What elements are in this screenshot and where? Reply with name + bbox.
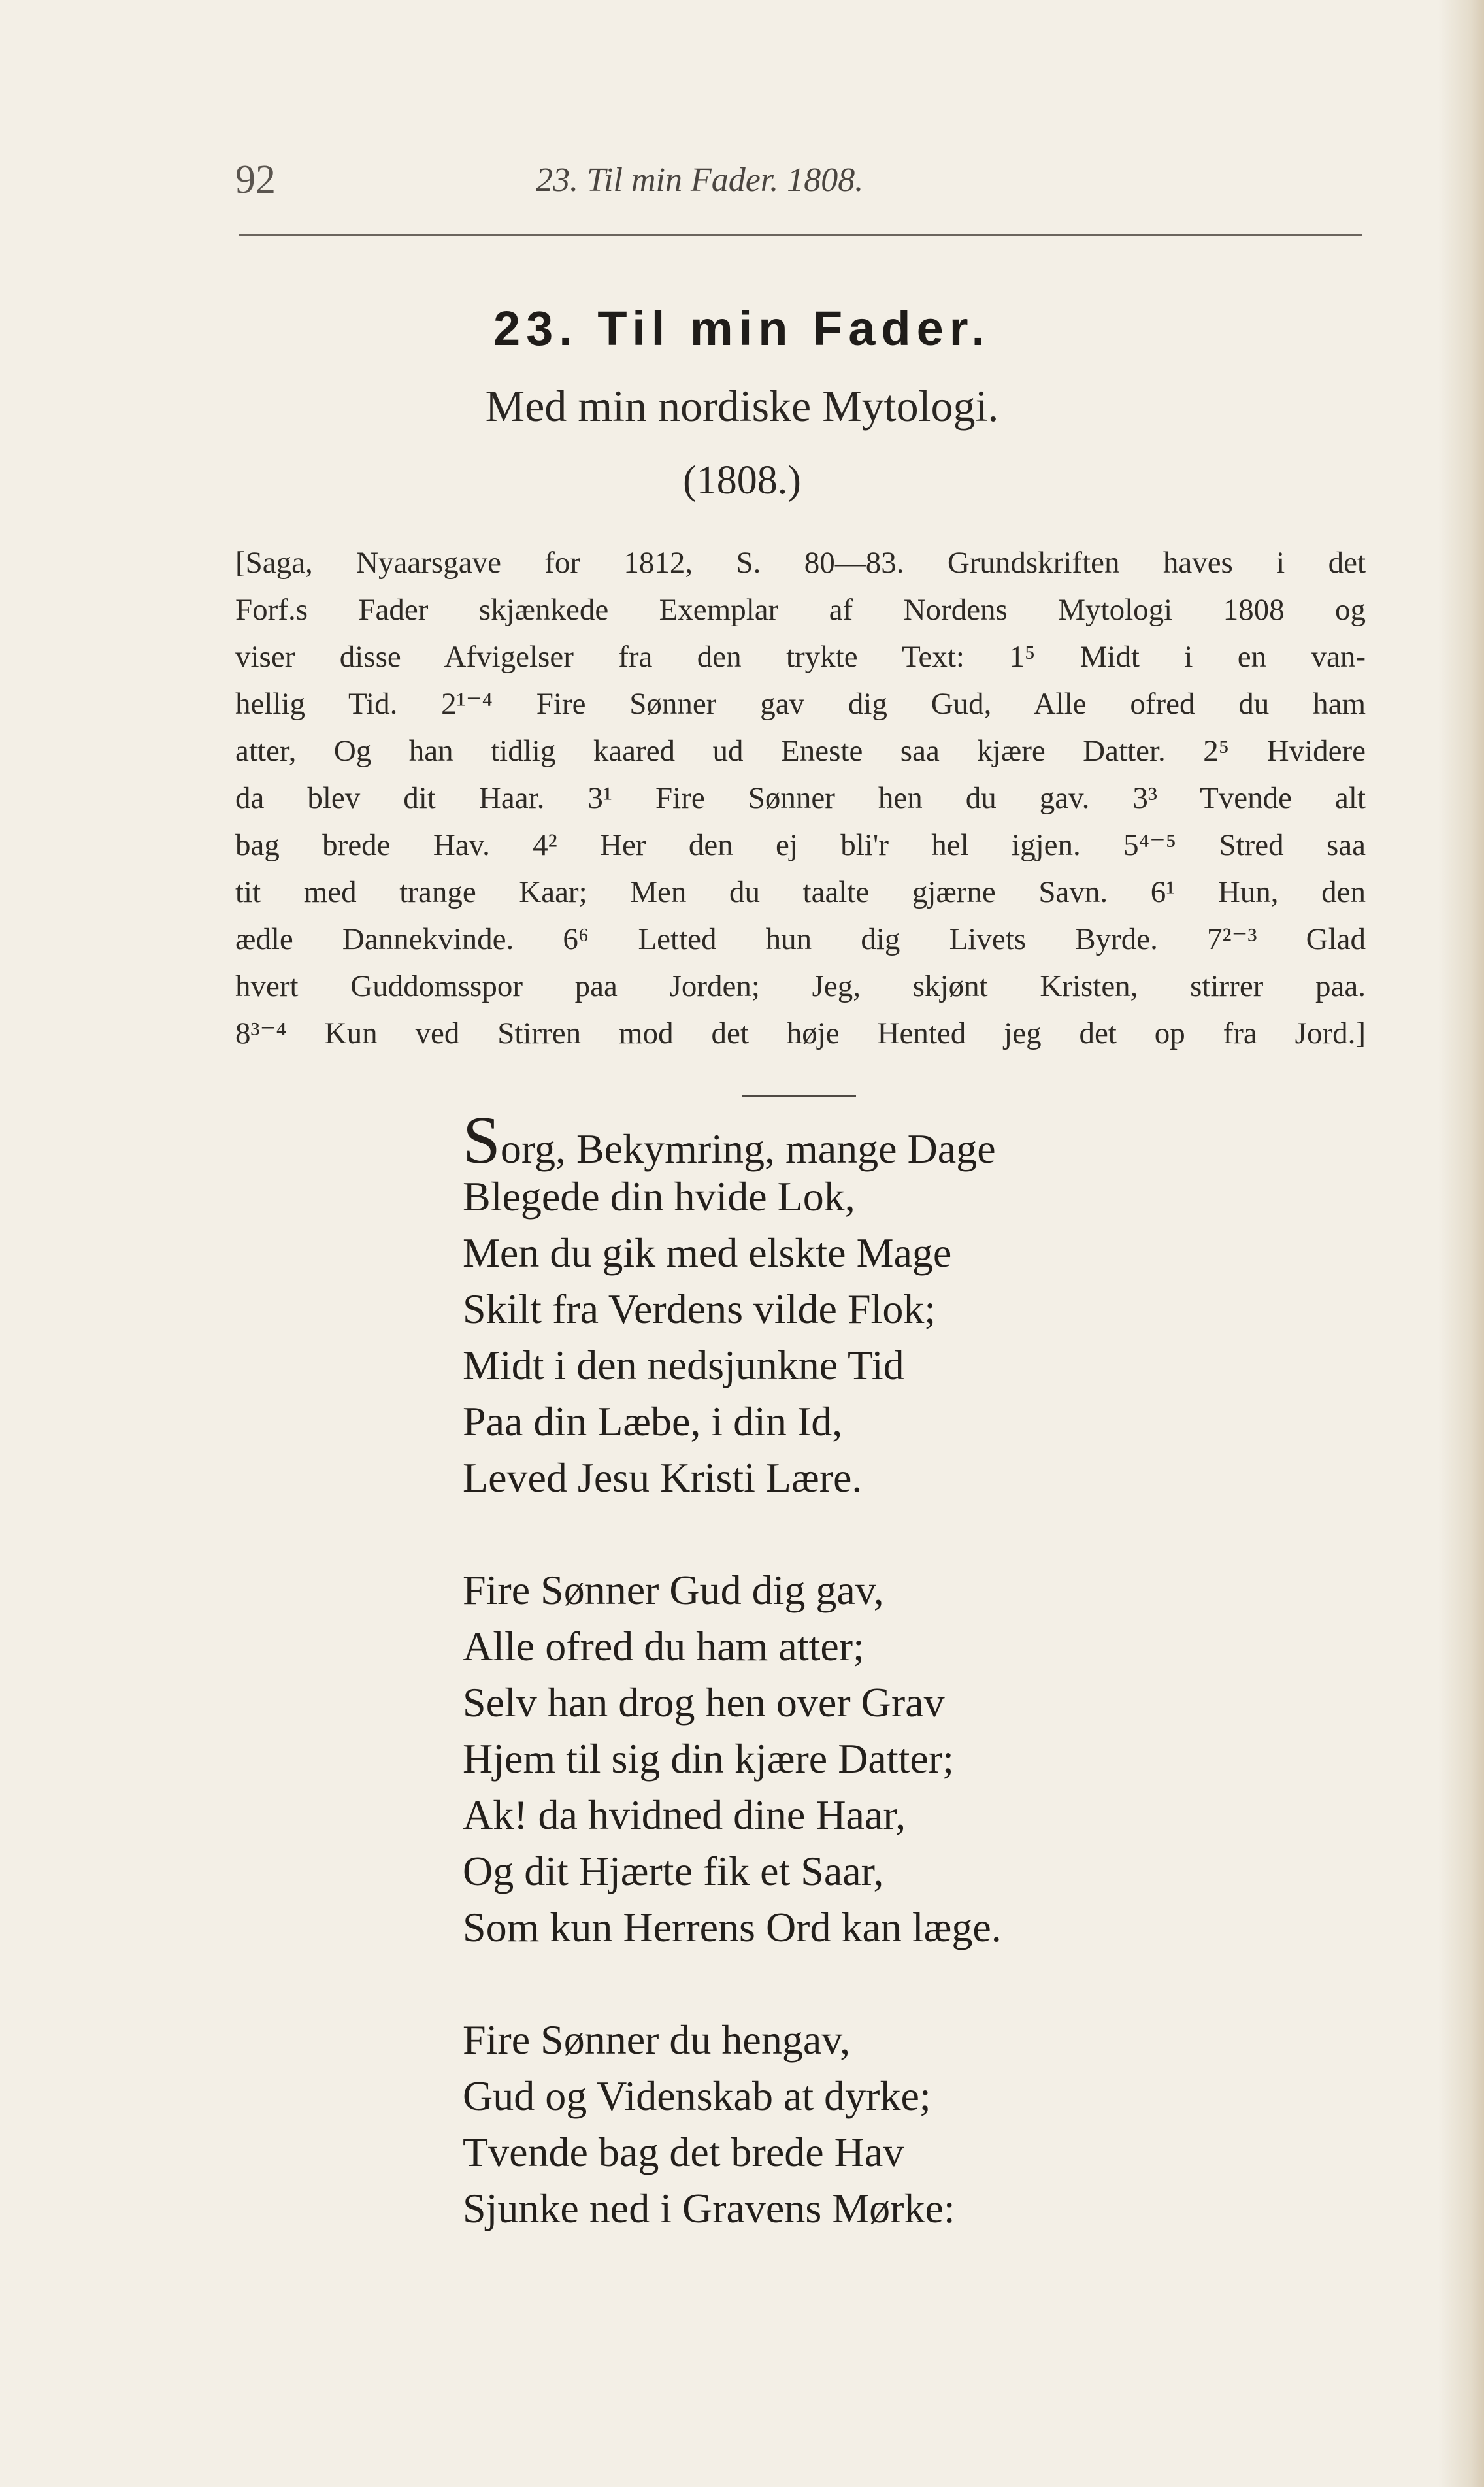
verse-line: Skilt fra Verdens vilde Flok; — [463, 1286, 936, 1332]
poem-year: (1808.) — [683, 458, 801, 503]
verse-line: Og dit Hjærte fik et Saar, — [463, 1848, 884, 1894]
poem-body — [463, 1103, 1345, 2293]
verse-text: org, Bekymring, mange Dage — [500, 1126, 996, 1172]
page-number: 92 — [235, 158, 276, 202]
header-rule — [239, 234, 1362, 236]
note-line: [Saga, Nyaarsgave for 1812, S. 80—83. Grundskriften haves i det — [235, 546, 1366, 580]
note-line: hellig Tid. 2¹⁻⁴ Fire Sønner gav dig Gud, Alle ofred du ham — [235, 687, 1366, 721]
note-line: bag brede Hav. 4² Her den ej bli'r hel igjen. 5⁴⁻⁵ Stred saa — [235, 828, 1366, 862]
note-line: viser disse Afvigelser fra den trykte Text: 1⁵ Midt i en van- — [235, 640, 1366, 674]
note-line: da blev dit Haar. 3¹ Fire Sønner hen du gav. 3³ Tvende alt — [235, 781, 1366, 815]
verse-line: Fire Sønner Gud dig gav, — [463, 1567, 884, 1613]
verse-line: Hjem til sig din kjære Datter; — [463, 1735, 954, 1782]
stanza-3 — [463, 2012, 1345, 2237]
stanza-2 — [463, 1562, 1345, 1956]
verse-line: Alle ofred du ham atter; — [463, 1623, 865, 1669]
page-edge-shadow — [1438, 0, 1484, 2487]
stanza-1 — [463, 1103, 1345, 1506]
note-line: atter, Og han tidlig kaared ud Eneste saa kjære Datter. 2⁵ Hvidere — [235, 734, 1366, 768]
verse-line: Som kun Herrens Ord kan læge. — [463, 1904, 1002, 1950]
verse-line: Blegede din hvide Lok, — [463, 1173, 855, 1220]
note-line: ædle Dannekvinde. 6⁶ Letted hun dig Livets Byrde. 7²⁻³ Glad — [235, 922, 1366, 956]
verse-line: Leved Jesu Kristi Lære. — [463, 1454, 863, 1501]
note-line: tit med trange Kaar; Men du taalte gjærne Savn. 6¹ Hun, den — [235, 875, 1366, 909]
section-divider — [742, 1095, 856, 1097]
verse-line: Men du gik med elskte Mage — [463, 1229, 952, 1276]
editorial-note — [235, 539, 1366, 1057]
verse-line: Midt i den nedsjunkne Tid — [463, 1342, 904, 1388]
note-line: Forf.s Fader skjænkede Exemplar af Nordens Mytologi 1808 og — [235, 593, 1366, 627]
note-line: hvert Guddomsspor paa Jorden; Jeg, skjønt Kristen, stirrer paa. — [235, 969, 1366, 1003]
poem-subtitle: Med min nordiske Mytologi. — [485, 381, 999, 431]
verse-line: Gud og Videnskab at dyrke; — [463, 2073, 931, 2119]
note-line: 8³⁻⁴ Kun ved Stirren mod det høje Hented jeg det op fra Jord.] — [235, 1016, 1366, 1050]
verse-line: Fire Sønner du hengav, — [463, 2016, 851, 2063]
verse-line — [463, 1103, 1345, 1178]
verse-line: Paa din Læbe, i din Id, — [463, 1398, 843, 1444]
verse-line: Ak! da hvidned dine Haar, — [463, 1792, 906, 1838]
poem-title: 23. Til min Fader. — [493, 301, 991, 356]
verse-line: Tvende bag det brede Hav — [463, 2129, 904, 2175]
running-title: 23. Til min Fader. 1808. — [536, 161, 864, 199]
verse-line: Sjunke ned i Gravens Mørke: — [463, 2185, 955, 2231]
verse-line: Selv han drog hen over Grav — [463, 1679, 945, 1726]
page-header — [235, 157, 1359, 209]
drop-cap: S — [463, 1103, 501, 1178]
